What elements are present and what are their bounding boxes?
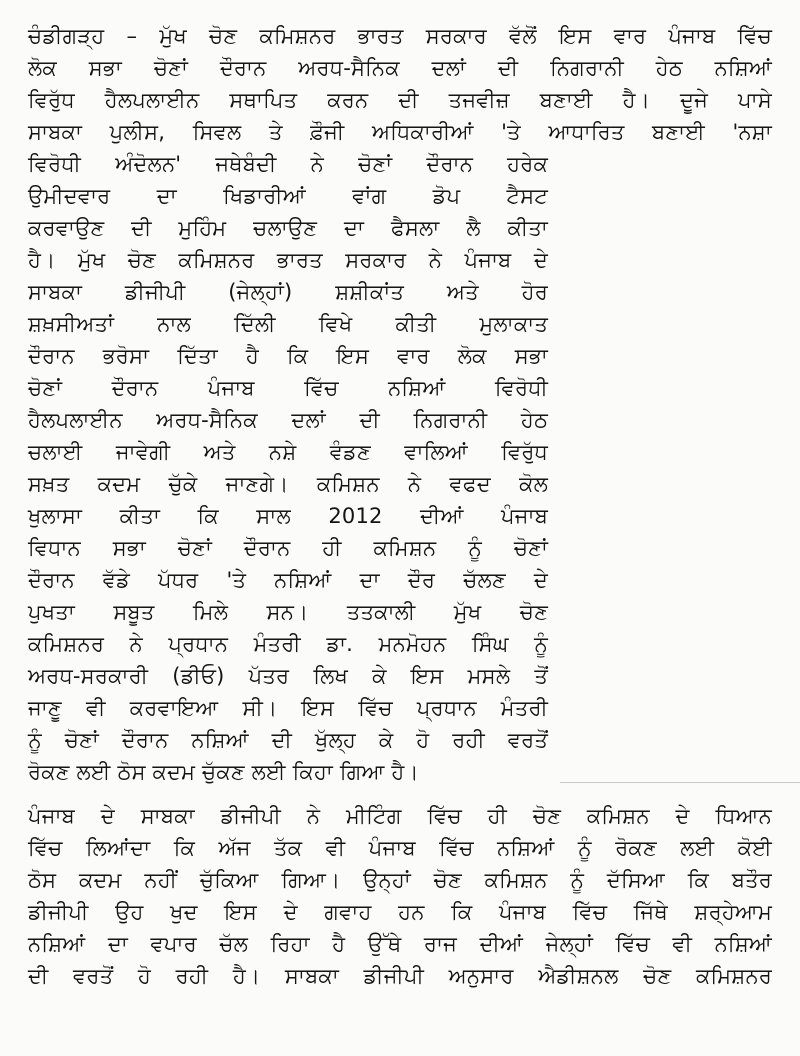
article-line: ਦੌਰਾਨ ਭਰੋਸਾ ਦਿੱਤਾ ਹੈ ਕਿ ਇਸ ਵਾਰ ਲੋਕ ਸਭਾ	[28, 344, 548, 368]
article-line: ਪੰਜਾਬ ਦੇ ਸਾਬਕਾ ਡੀਜੀਪੀ ਨੇ ਮੀਟਿੰਗ ਵਿੱਚ ਹੀ ਚੋਣ ਕਮਿਸ਼ਨ ਦੇ ਧਿਆਨ	[28, 804, 772, 828]
article-line: ਸ਼ਖ਼ਸੀਅਤਾਂ ਨਾਲ ਦਿੱਲੀ ਵਿਖੇ ਕੀਤੀ ਮੁਲਾਕਾਤ	[28, 312, 548, 336]
article-line: ਪੁਖਤਾ ਸਬੂਤ ਮਿਲੇ ਸਨ। ਤਤਕਾਲੀ ਮੁੱਖ ਚੋਣ	[28, 600, 548, 624]
article-line: ਨਸ਼ਿਆਂ ਦਾ ਵਪਾਰ ਚੱਲ ਰਿਹਾ ਹੈ ਉੱਥੇ ਰਾਜ ਦੀਆਂ ਜੇਲ੍ਹਾਂ ਵਿੱਚ ਵੀ ਨਸ਼ਿਆਂ	[28, 932, 772, 956]
article-line: ਦੌਰਾਨ ਵੱਡੇ ਪੱਧਰ 'ਤੇ ਨਸ਼ਿਆਂ ਦਾ ਦੌਰ ਚੱਲਣ ਦੇ	[28, 568, 548, 592]
article-line: ਦੀ ਵਰਤੋਂ ਹੋ ਰਹੀ ਹੈ। ਸਾਬਕਾ ਡੀਜੀਪੀ ਅਨੁਸਾਰ ਐਡੀਸ਼ਨਲ ਚੋਣ ਕਮਿਸ਼ਨਰ	[28, 964, 772, 988]
article-line: ਹੈਲਪਲਾਈਨ ਅਰਧ-ਸੈਨਿਕ ਦਲਾਂ ਦੀ ਨਿਗਰਾਨੀ ਹੇਠ	[28, 408, 548, 432]
article-line: ਕਮਿਸ਼ਨਰ ਨੇ ਪ੍ਰਧਾਨ ਮੰਤਰੀ ਡਾ. ਮਨਮੋਹਨ ਸਿੰਘ ਨੂੰ	[28, 632, 548, 656]
article-line: ਚੰਡੀਗੜ੍ਹ – ਮੁੱਖ ਚੋਣ ਕਮਿਸ਼ਨਰ ਭਾਰਤ ਸਰਕਾਰ ਵੱਲੋਂ ਇਸ ਵਾਰ ਪੰਜਾਬ ਵਿੱਚ	[28, 24, 772, 48]
article-line: ਚੋਣਾਂ ਦੌਰਾਨ ਪੰਜਾਬ ਵਿੱਚ ਨਸ਼ਿਆਂ ਵਿਰੋਧੀ	[28, 376, 548, 400]
article-line: ਹੈ। ਮੁੱਖ ਚੋਣ ਕਮਿਸ਼ਨਰ ਭਾਰਤ ਸਰਕਾਰ ਨੇ ਪੰਜਾਬ ਦੇ	[28, 248, 548, 272]
article-line: ਅਰਧ-ਸਰਕਾਰੀ (ਡੀਓ) ਪੱਤਰ ਲਿਖ ਕੇ ਇਸ ਮਸਲੇ ਤੋਂ	[28, 664, 548, 688]
article-line: ਚਲਾਈ ਜਾਵੇਗੀ ਅਤੇ ਨਸ਼ੇ ਵੰਡਣ ਵਾਲਿਆਂ ਵਿਰੁੱਧ	[28, 440, 548, 464]
article-line: ਕਰਵਾਉਣ ਦੀ ਮੁਹਿੰਮ ਚਲਾਉਣ ਦਾ ਫੈਸਲਾ ਲੈ ਕੀਤਾ	[28, 216, 548, 240]
column-rule	[560, 782, 800, 783]
article-line: ਵਿਰੋਧੀ ਅੰਦੋਲਨ' ਜਥੇਬੰਦੀ ਨੇ ਚੋਣਾਂ ਦੌਰਾਨ ਹਰੇਕ	[28, 152, 548, 176]
article-line: ਖੁਲਾਸਾ ਕੀਤਾ ਕਿ ਸਾਲ 2012 ਦੀਆਂ ਪੰਜਾਬ	[28, 504, 548, 528]
article-line: ਨੂੰ ਚੋਣਾਂ ਦੌਰਾਨ ਨਸ਼ਿਆਂ ਦੀ ਖੁੱਲ੍ਹ ਕੇ ਹੋ ਰਹੀ ਵਰਤੋਂ	[28, 728, 548, 752]
article-line: ਉਮੀਦਵਾਰ ਦਾ ਖਿਡਾਰੀਆਂ ਵਾਂਗ ਡੋਪ ਟੈਸਟ	[28, 184, 548, 208]
article-line: ਰੋਕਣ ਲਈ ਠੋਸ ਕਦਮ ਚੁੱਕਣ ਲਈ ਕਿਹਾ ਗਿਆ ਹੈ।	[28, 760, 419, 784]
article-line: ਸਾਬਕਾ ਡੀਜੀਪੀ (ਜੇਲ੍ਹਾਂ) ਸ਼ਸ਼ੀਕਾਂਤ ਅਤੇ ਹੋਰ	[28, 280, 548, 304]
article-line: ਠੋਸ ਕਦਮ ਨਹੀਂ ਚੁੱਕਿਆ ਗਿਆ। ਉਨ੍ਹਾਂ ਚੋਣ ਕਮਿਸ਼ਨ ਨੂੰ ਦੱਸਿਆ ਕਿ ਬਤੌਰ	[28, 868, 772, 892]
article-line: ਸਾਬਕਾ ਪੁਲੀਸ, ਸਿਵਲ ਤੇ ਫ਼ੌਜੀ ਅਧਿਕਾਰੀਆਂ 'ਤੇ ਆਧਾਰਿਤ ਬਣਾਈ 'ਨਸ਼ਾ	[28, 120, 772, 144]
article-line: ਡੀਜੀਪੀ ਉਹ ਖੁਦ ਇਸ ਦੇ ਗਵਾਹ ਹਨ ਕਿ ਪੰਜਾਬ ਵਿੱਚ ਜਿੱਥੇ ਸ਼ਰ੍ਹੇਆਮ	[28, 900, 772, 924]
article-line: ਜਾਣੂ ਵੀ ਕਰਵਾਇਆ ਸੀ। ਇਸ ਵਿੱਚ ਪ੍ਰਧਾਨ ਮੰਤਰੀ	[28, 696, 548, 720]
article-line: ਸਖ਼ਤ ਕਦਮ ਚੁੱਕੇ ਜਾਣਗੇ। ਕਮਿਸ਼ਨ ਨੇ ਵਫਦ ਕੋਲ	[28, 472, 548, 496]
article-line: ਵਿਰੁੱਧ ਹੈਲਪਲਾਈਨ ਸਥਾਪਿਤ ਕਰਨ ਦੀ ਤਜਵੀਜ਼ ਬਣਾਈ ਹੈ। ਦੂਜੇ ਪਾਸੇ	[28, 88, 772, 112]
article-line: ਵਿਧਾਨ ਸਭਾ ਚੋਣਾਂ ਦੌਰਾਨ ਹੀ ਕਮਿਸ਼ਨ ਨੂੰ ਚੋਣਾਂ	[28, 536, 548, 560]
article-line: ਲੋਕ ਸਭਾ ਚੋਣਾਂ ਦੌਰਾਨ ਅਰਧ-ਸੈਨਿਕ ਦਲਾਂ ਦੀ ਨਿਗਰਾਨੀ ਹੇਠ ਨਸ਼ਿਆਂ	[28, 56, 772, 80]
article-line: ਵਿੱਚ ਲਿਆਂਦਾ ਕਿ ਅੱਜ ਤੱਕ ਵੀ ਪੰਜਾਬ ਵਿੱਚ ਨਸ਼ਿਆਂ ਨੂੰ ਰੋਕਣ ਲਈ ਕੋਈ	[28, 836, 772, 860]
